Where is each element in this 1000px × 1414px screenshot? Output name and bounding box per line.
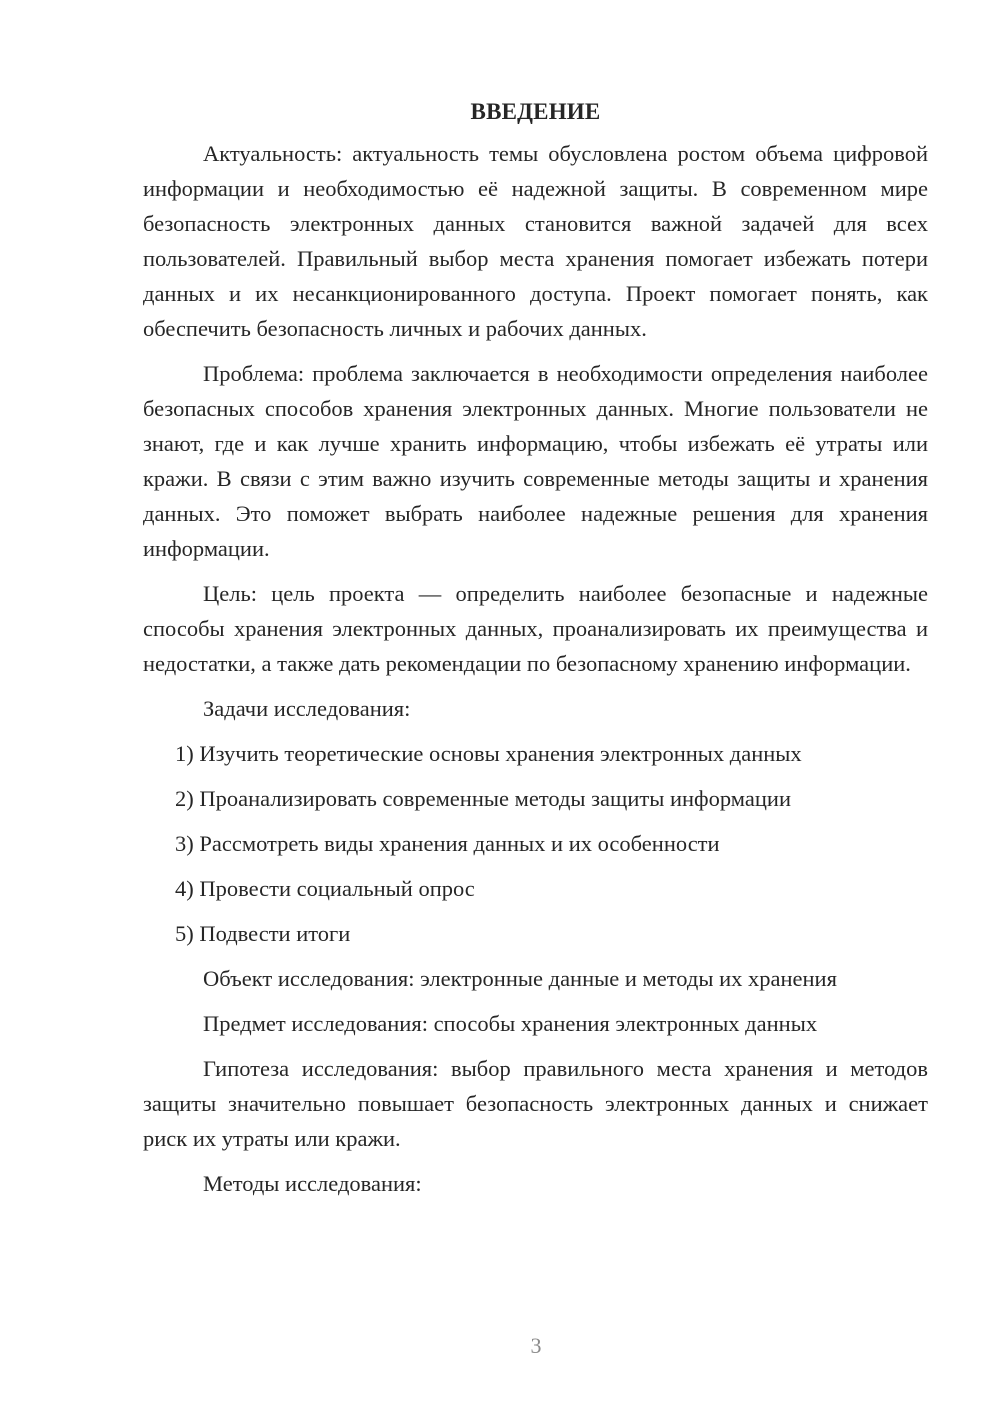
problem-paragraph: Проблема: проблема заключается в необходимости определения наиболее безопасных способов хранения электронных данных. Многие пользователи не знают, где и как лучше хранить информацию, чтобы избежать её утраты или кражи. В связи с этим важно изучить современные методы защиты и хранения данных. Это поможет выбрать наиболее надежные решения для хранения информации. [143,361,928,561]
hypothesis-paragraph: Гипотеза исследования: выбор правильного места хранения и методов защиты значительно повышает безопасность электронных данных и снижает риск их утраты или кражи. [143,1056,928,1151]
tasks-list [143,736,928,951]
page-number: 3 [530,1333,542,1358]
task-item: 3) Рассмотреть виды хранения данных и их особенности [175,831,720,856]
methods-heading: Методы исследования: [203,1171,422,1196]
task-item: 5) Подвести итоги [175,921,351,946]
tasks-heading: Задачи исследования: [203,696,411,721]
task-item: 2) Проанализировать современные методы защиты информации [175,786,791,811]
research-object: Объект исследования: электронные данные и методы их хранения [203,966,837,991]
document-page [143,94,928,1211]
section-title: ВВЕДЕНИЕ [470,99,601,124]
relevance-paragraph: Актуальность: актуальность темы обусловлена ростом объема цифровой информации и необходимостью её надежной защиты. В современном мире безопасность электронных данных становится важной задачей для всех пользователей. Правильный выбор места хранения помогает избежать потери данных и их несанкционированного доступа. Проект помогает понять, как обеспечить безопасность личных и рабочих данных. [143,141,928,341]
goal-paragraph: Цель: цель проекта — определить наиболее безопасные и надежные способы хранения электронных данных, проанализировать их преимущества и недостатки, а также дать рекомендации по безопасному хранению информации. [143,581,928,676]
task-item: 4) Провести социальный опрос [175,876,475,901]
task-item: 1) Изучить теоретические основы хранения электронных данных [175,741,802,766]
research-subject: Предмет исследования: способы хранения электронных данных [203,1011,818,1036]
